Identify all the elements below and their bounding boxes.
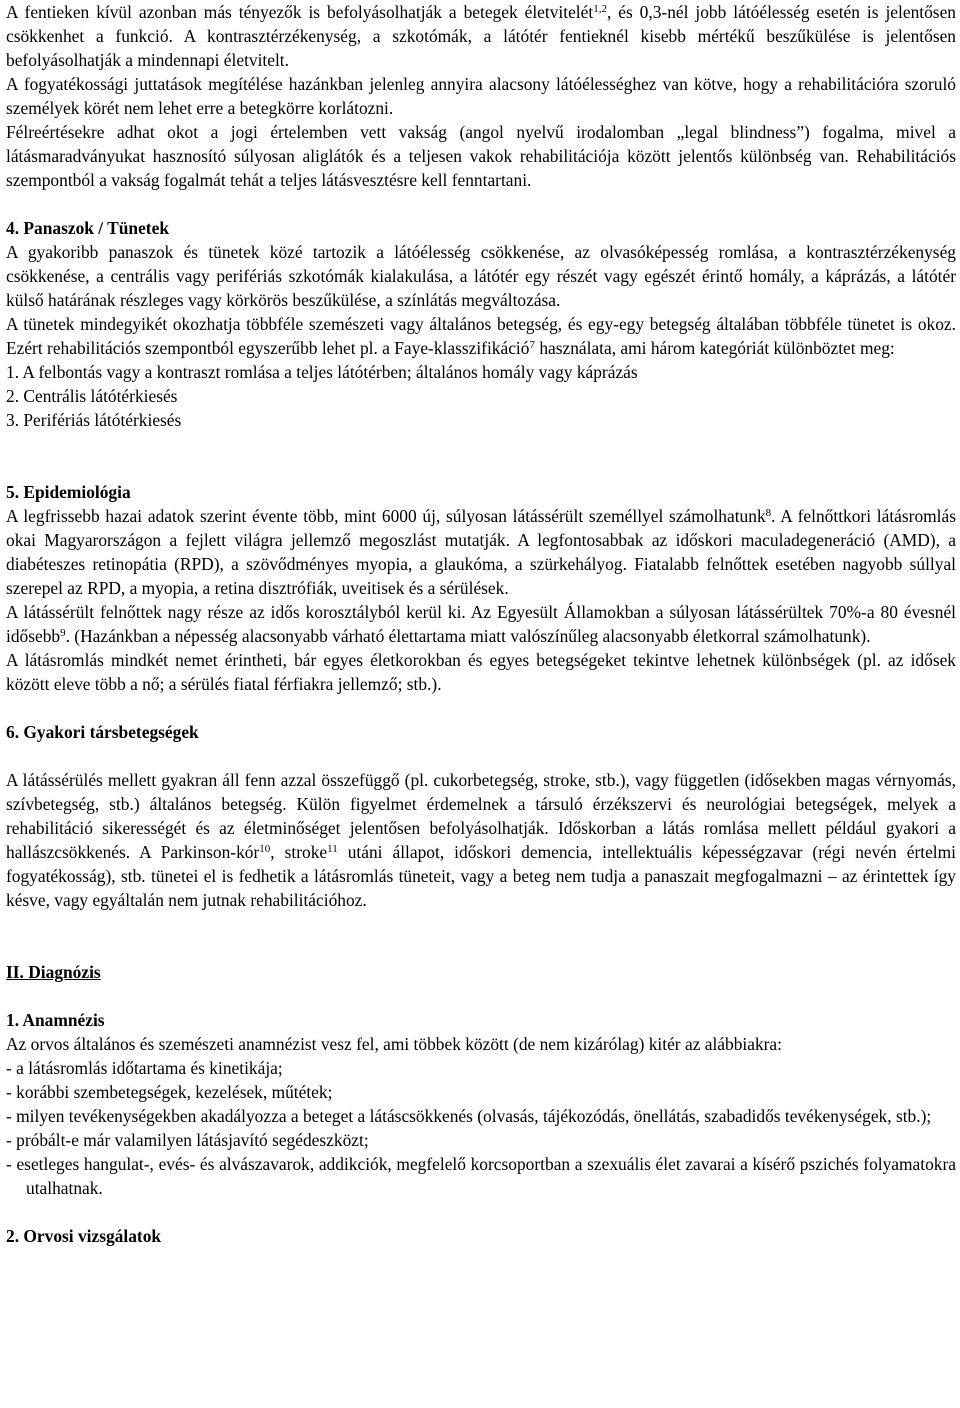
document-page (6, 0, 956, 1248)
citation: 11 (327, 843, 338, 855)
anamnesis-intro: Az orvos általános és szemészeti anamnézist vesz fel, ami többek között (de nem kizárólag) kitér az alábbiakra: (6, 1034, 782, 1054)
intro-paragraph-1: A fentieken kívül azonban más tényezők is befolyásolhatják a betegek életvitelét$^{1,2}$, és 0,3-nél jobb látóélesség esetén is jelentősen csökkenhet a funkció. A kontrasztérzékenység, a szkotómák, a látótér fentieknél kisebb mértékű beszűkülése is jelentősen befolyásolhatják a mindennapi életvitelt. (6, 2, 956, 70)
intro-paragraph-2: A fogyatékossági juttatások megítélése hazánkban jelenleg annyira alacsony látóélességhez van kötve, hogy a rehabilitációra szoruló személyek körét nem lehet erre a betegkörre korlátozni. (6, 74, 956, 118)
list-item: - próbált-e már valamilyen látásjavító segédeszközt; (6, 1130, 369, 1150)
citation: 10 (259, 843, 271, 855)
list-item: 2. Centrális látótérkiesés (6, 386, 178, 406)
intro-paragraph-3: Félreértésekre adhat okot a jogi értelemben vett vakság (angol nyelvű irodalomban „legal blindness”) fogalma, mivel a látásmaradványukat hasznosító súlyosan aliglátók és a teljesen vakok rehabilitációja között jelentős különbség van. Rehabilitációs szempontból a vakság fogalmát tehát a teljes látásvesztésre kell fenntartani. (6, 122, 956, 190)
diagnosis-heading: II. Diagnózis (6, 962, 101, 982)
citation: 7 (529, 339, 535, 351)
list-item: - milyen tevékenységekben akadályozza a beteget a látáscsökkenés (olvasás, tájékozódás, önellátás, szabadidős tevékenységek, stb.); (6, 1106, 932, 1126)
section-4-paragraph-2: A tünetek mindegyikét okozhatja többféle szemészeti vagy általános betegség, és egy-egy betegség általában többféle tünetet is okoz. Ezért rehabilitációs szempontból egyszerűbb lehet pl. a Faye-klasszifikáció$^7$ használata, ami három kategóriát különböztet meg: (6, 314, 956, 358)
anamnesis-heading: 1. Anamnézis (6, 1010, 105, 1030)
section-6-paragraph-1: A látássérülés mellett gyakran áll fenn azzal összefüggő (pl. cukorbetegség, stroke, stb.), vagy független (idősekben magas vérnyomás, szívbetegség, stb.) általános betegség. Külön figyelmet érdemelnek a társuló érzékszervi és neurológiai betegségek, melyek a rehabilitáció sikerességét és az életminőséget jelentősen befolyásolhatják. Időskorban a látás romlása mellett például gyakori a hallászcsökkenés. A Parkinson-kór$^{10}$, stroke$^{11}$ utáni állapot, időskori demencia, intellektuális képességzavar (régi nevén értelmi fogyatékosság), stb. tünetei el is fedhetik a látásromlás tüneteit, vagy a beteg nem tudja a panaszait megfogalmazni – az érintettek így késve, vagy egyáltalán nem jutnak rehabilitációhoz. (6, 770, 956, 910)
list-item: - korábbi szembetegségek, kezelések, műtétek; (6, 1082, 333, 1102)
section-5-paragraph-1: A legfrissebb hazai adatok szerint évente több, mint 6000 új, súlyosan látássérült személlyel számolhatunk$^8$. A felnőttkori látásromlás okai Magyarországon a fejlett világra jellemző megoszlást mutatják. A legfontosabbak az időskori maculadegeneráció (AMD), a diabéteszes retinopátia (RPD), a szövődményes myopia, a glaukóma, a szürkehályog. Fiatalabb felnőttek esetében nagyobb súllyal szerepel az RPD, a myopia, a retina disztrófiák, uveitisek és a sérülések. (6, 506, 957, 598)
medical-exams-heading: 2. Orvosi vizsgálatok (6, 1226, 162, 1246)
citation: 9 (60, 627, 66, 639)
list-item: 1. A felbontás vagy a kontraszt romlása a teljes látótérben; általános homály vagy káprázás (6, 362, 638, 382)
citation: 1,2 (593, 3, 607, 15)
section-6-heading: 6. Gyakori társbetegségek (6, 722, 199, 742)
citation: 8 (765, 507, 772, 519)
list-item: 3. Perifériás látótérkiesés (6, 410, 182, 430)
list-item: - a látásromlás időtartama és kinetikája; (6, 1058, 283, 1078)
section-5-heading: 5. Epidemiológia (6, 482, 131, 502)
list-item: - esetleges hangulat-, evés- és alvászavarok, addikciók, megfelelő korcsoportban a szexuális élet zavarai a kísérő pszichés folyamatokra utalhatnak. (6, 1154, 956, 1198)
section-4-paragraph-1: A gyakoribb panaszok és tünetek közé tartozik a látóélesség csökkenése, az olvasóképesség romlása, a kontrasztérzékenység csökkenése, a centrális vagy perifériás szkotómák kialakulása, a látótér egy részét vagy egészét érintő homály, a káprázás, a látótér külső határának részleges vagy körkörös beszűkülése, a színlátás megváltozása. (6, 242, 956, 310)
section-4-heading: 4. Panaszok / Tünetek (6, 218, 169, 238)
section-5-paragraph-2: A látássérült felnőttek nagy része az idős korosztályból kerül ki. Az Egyesült Államokban a súlyosan látássérültek 70%-a 80 évesnél idősebb$^9$. (Hazánkban a népesség alacsonyabb várható élettartama miatt valószínűleg alacsonyabb életkorral számolhatunk). (6, 602, 956, 646)
section-5-paragraph-3: A látásromlás mindkét nemet érintheti, bár egyes életkorokban és egyes betegségeket tekintve lehetnek különbségek (pl. az idősek között eleve több a nő; a sérülés fiatal férfiakra jellemző; stb.). (6, 650, 956, 694)
